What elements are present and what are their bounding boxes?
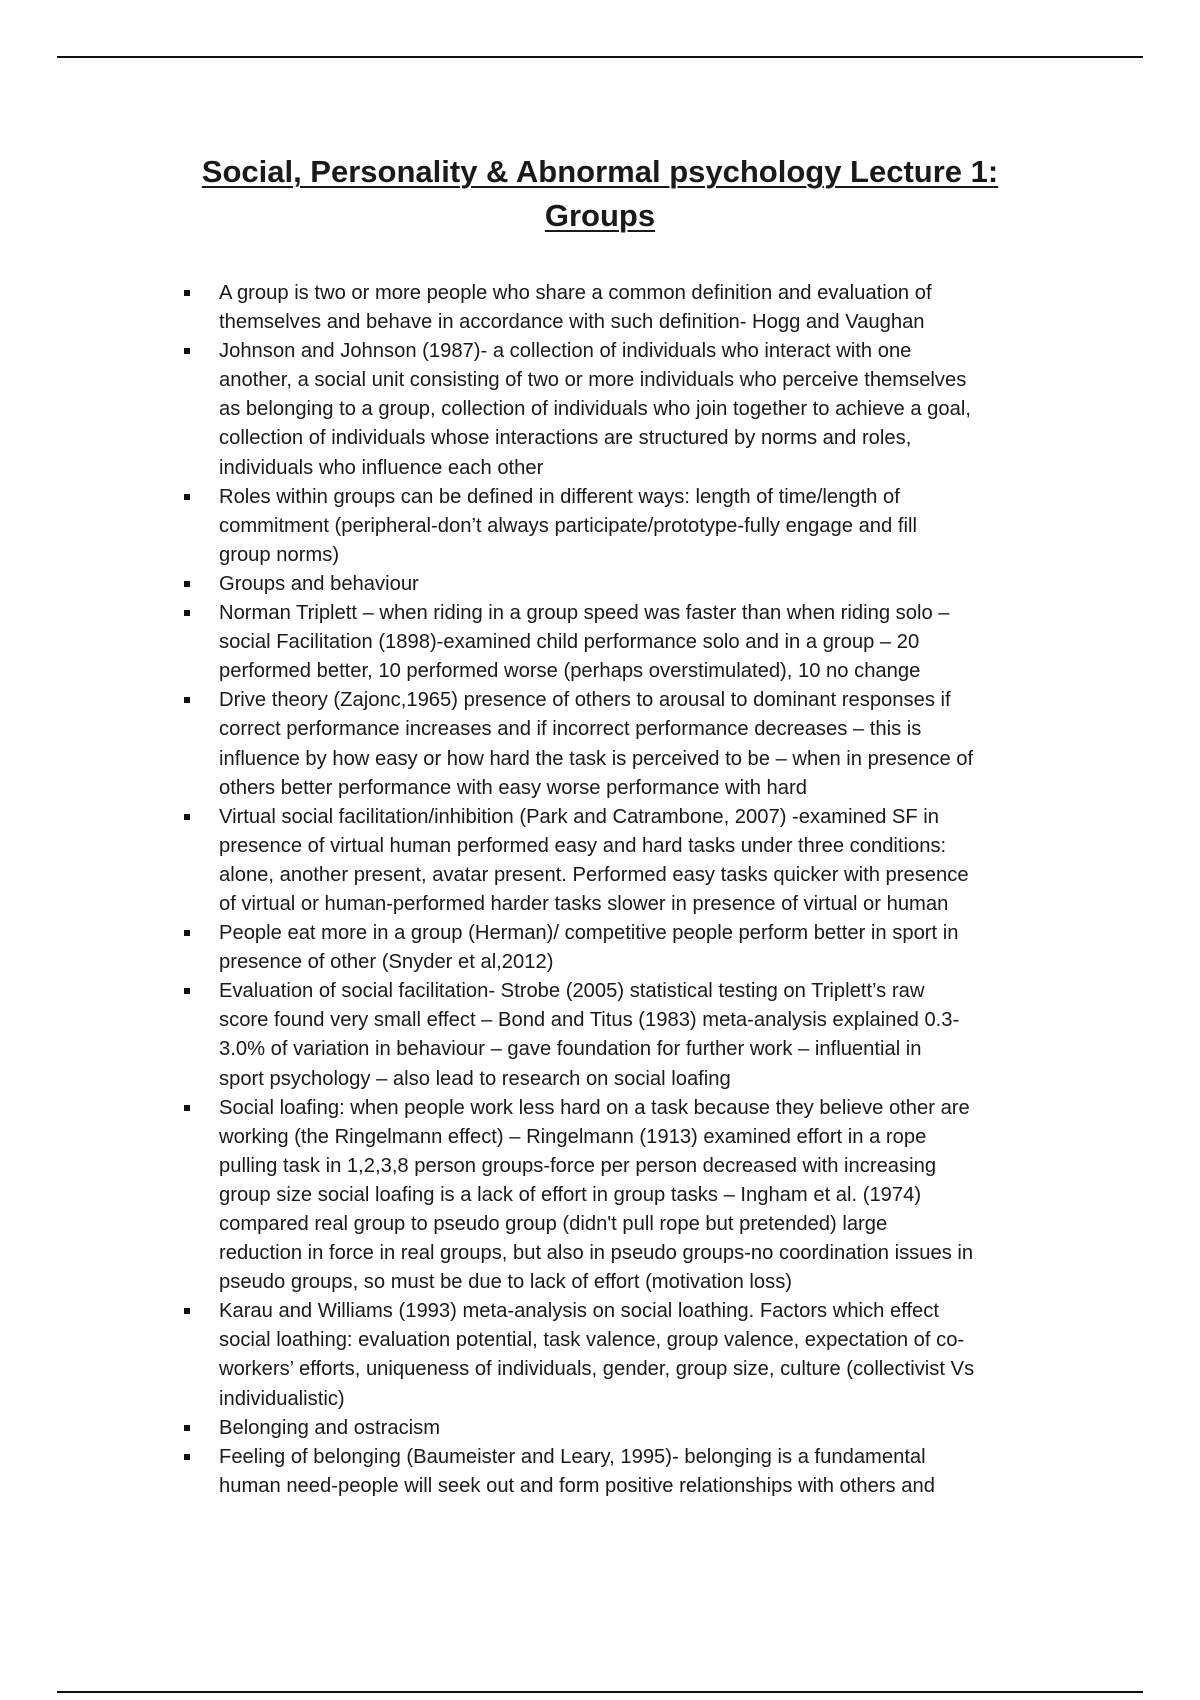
- list-item-text-line: score found very small effect – Bond and Titus (1983) meta-analysis explained 0.3-: [219, 1009, 960, 1032]
- list-item-text-line: Roles within groups can be defined in different ways: length of time/length of: [219, 485, 900, 508]
- list-item-text-line: of virtual or human-performed harder tasks slower in presence of virtual or human: [219, 892, 949, 915]
- list-item-text-line: human need-people will seek out and form positive relationships with others and: [219, 1474, 935, 1497]
- list-item-text-line: group norms): [219, 543, 340, 566]
- square-bullet-icon: [184, 697, 190, 703]
- list-item-text-line: Social loafing: when people work less hard on a task because they believe other are: [219, 1096, 970, 1119]
- list-item-text-line: social Facilitation (1898)-examined child performance solo and in a group – 20: [219, 631, 920, 654]
- list-item: [183, 803, 1063, 919]
- list-item-text-line: individualistic): [219, 1387, 345, 1410]
- list-item-text-line: People eat more in a group (Herman)/ competitive people perform better in sport in: [219, 922, 959, 945]
- footer-rule: [57, 1691, 1143, 1693]
- list-item: [183, 337, 1063, 482]
- list-item-text-line: working (the Ringelmann effect) – Ringelmann (1913) examined effort in a rope: [219, 1125, 927, 1148]
- list-item-text-line: A group is two or more people who share a common definition and evaluation of: [219, 282, 932, 304]
- list-item-text-line: pulling task in 1,2,3,8 person groups-force per person decreased with increasing: [219, 1154, 937, 1177]
- square-bullet-icon: [184, 581, 190, 587]
- list-item-text-line: pseudo groups, so must be due to lack of effort (motivation loss): [219, 1271, 793, 1294]
- list-item-text-line: sport psychology – also lead to research on social loafing: [219, 1067, 731, 1090]
- list-item-text-line: correct performance increases and if incorrect performance decreases – this is: [219, 718, 922, 741]
- square-bullet-icon: [184, 1308, 190, 1314]
- list-item-text-line: Feeling of belonging (Baumeister and Leary, 1995)- belonging is a fundamental: [219, 1445, 926, 1468]
- list-item: [183, 1443, 1063, 1501]
- list-item-text-line: individuals who influence each other: [219, 456, 544, 479]
- title-line-2: Groups: [544, 198, 656, 233]
- square-bullet-icon: [184, 1105, 190, 1111]
- square-bullet-icon: [184, 1425, 190, 1431]
- list-item-text-line: presence of other (Snyder et al,2012): [219, 951, 554, 974]
- list-item-text-line: alone, another present, avatar present. Performed easy tasks quicker with presence: [219, 863, 969, 886]
- square-bullet-icon: [184, 494, 190, 500]
- list-item-text-line: presence of virtual human performed easy and hard tasks under three conditions:: [219, 834, 947, 857]
- list-item: [183, 599, 1063, 686]
- list-item: [183, 483, 1063, 570]
- list-item-text-line: Groups and behaviour: [219, 572, 419, 595]
- list-item-text-line: 3.0% of variation in behaviour – gave foundation for further work – influential in: [219, 1038, 922, 1061]
- list-item: [183, 1297, 1063, 1413]
- square-bullet-icon: [184, 814, 190, 820]
- list-item-text-line: compared real group to pseudo group (didn't pull rope but pretended) large: [219, 1213, 888, 1235]
- square-bullet-icon: [184, 1454, 190, 1460]
- list-item: [183, 570, 1063, 599]
- list-item-text-line: others better performance with easy worse performance with hard: [219, 776, 807, 799]
- page-title: [150, 150, 1050, 238]
- header-rule: [57, 56, 1143, 58]
- list-item-text-line: group size social loafing is a lack of effort in group tasks – Ingham et al. (1974): [219, 1183, 922, 1206]
- title-line-1: Social, Personality & Abnormal psychology Lecture 1:: [201, 154, 999, 189]
- square-bullet-icon: [184, 610, 190, 616]
- list-item-text-line: reduction in force in real groups, but also in pseudo groups-no coordination issues in: [219, 1242, 974, 1265]
- list-item-text-line: social loathing: evaluation potential, task valence, group valence, expectation of co-: [219, 1329, 965, 1352]
- list-item-text-line: Drive theory (Zajonc,1965) presence of others to arousal to dominant responses if: [219, 689, 951, 712]
- list-item-text-line: Belonging and ostracism: [219, 1416, 441, 1439]
- list-item-text-line: Virtual social facilitation/inhibition (Park and Catrambone, 2007) -examined SF in: [219, 805, 940, 828]
- list-item-text-line: performed better, 10 performed worse (perhaps overstimulated), 10 no change: [219, 660, 921, 683]
- lecture-notes-list: [183, 279, 1063, 1501]
- list-item-text-line: Norman Triplett – when riding in a group speed was faster than when riding solo –: [219, 602, 950, 625]
- list-item-text-line: workers’ efforts, uniqueness of individuals, gender, group size, culture (collectivist Vs: [219, 1358, 975, 1381]
- square-bullet-icon: [184, 290, 190, 296]
- list-item-text-line: Karau and Williams (1993) meta-analysis on social loathing. Factors which effect: [219, 1300, 939, 1323]
- list-item-text-line: influence by how easy or how hard the task is perceived to be – when in presence of: [219, 747, 974, 770]
- list-item: [183, 977, 1063, 1093]
- list-item: [183, 919, 1063, 977]
- square-bullet-icon: [184, 348, 190, 354]
- list-item-text-line: Johnson and Johnson (1987)- a collection of individuals who interact with one: [219, 340, 912, 363]
- square-bullet-icon: [184, 988, 190, 994]
- list-item: [183, 686, 1063, 802]
- square-bullet-icon: [184, 930, 190, 936]
- list-item-text-line: collection of individuals whose interactions are structured by norms and roles,: [219, 427, 912, 450]
- list-item-text-line: commitment (peripheral-don’t always participate/prototype-fully engage and fill: [219, 514, 917, 537]
- list-item-text-line: another, a social unit consisting of two or more individuals who perceive themselves: [219, 369, 967, 392]
- list-item-text-line: as belonging to a group, collection of individuals who join together to achieve a goal,: [219, 398, 971, 421]
- list-item-text-line: Evaluation of social facilitation- Strobe (2005) statistical testing on Triplett’s raw: [219, 980, 925, 1003]
- list-item-text-line: themselves and behave in accordance with such definition- Hogg and Vaughan: [219, 311, 925, 334]
- list-item: [183, 1414, 1063, 1443]
- list-item: [183, 1094, 1063, 1298]
- list-item: [183, 279, 1063, 337]
